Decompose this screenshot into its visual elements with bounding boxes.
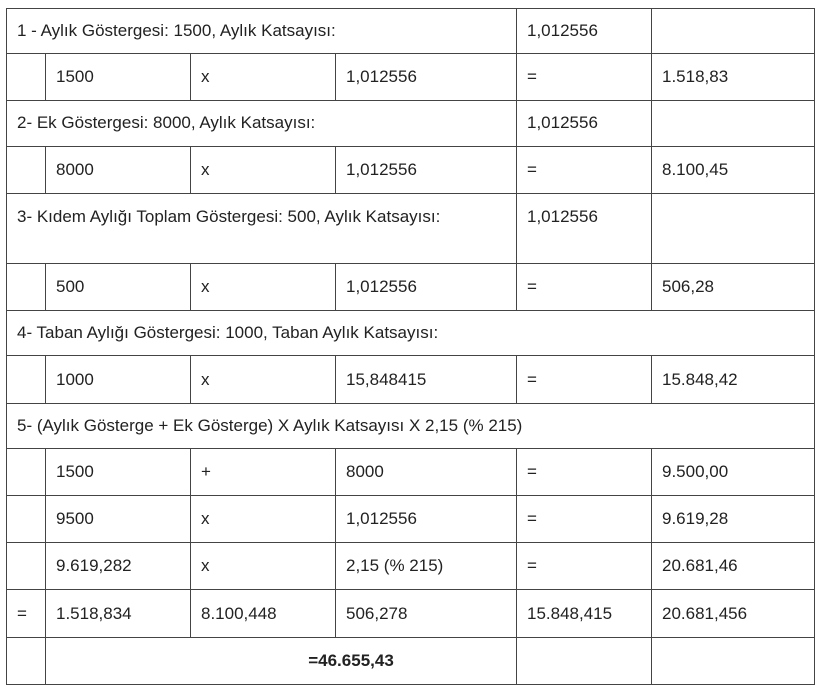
result-value: 20.681,46 <box>652 543 815 590</box>
equals-sign: = <box>517 448 652 495</box>
operator: x <box>191 496 336 543</box>
operand-b: 15,848415 <box>336 356 517 403</box>
equals-sign: = <box>517 146 652 193</box>
table-row <box>7 264 815 311</box>
equals-sign: = <box>517 356 652 403</box>
grand-total-blank-4 <box>517 637 652 684</box>
operator: x <box>191 543 336 590</box>
section-2-heading: 2- Ek Göstergesi: 8000, Aylık Katsayısı: <box>7 101 517 146</box>
row-blank-cell <box>7 264 46 311</box>
total-value-4: 15.848,415 <box>517 590 652 637</box>
equals-sign: = <box>517 496 652 543</box>
operand-a: 1500 <box>46 448 191 495</box>
section-5-heading: 5- (Aylık Gösterge + Ek Gösterge) X Aylık Katsayısı X 2,15 (% 215) <box>7 403 815 448</box>
operand-b: 1,012556 <box>336 496 517 543</box>
section-3-heading-row <box>7 193 815 263</box>
operand-b: 1,012556 <box>336 54 517 101</box>
result-value: 15.848,42 <box>652 356 815 403</box>
row-blank-cell <box>7 54 46 101</box>
operand-b: 1,012556 <box>336 264 517 311</box>
row-blank-cell <box>7 543 46 590</box>
equals-sign: = <box>517 264 652 311</box>
operator: x <box>191 146 336 193</box>
section-3-coefficient: 1,012556 <box>517 193 652 263</box>
operator: x <box>191 264 336 311</box>
operand-b: 2,15 (% 215) <box>336 543 517 590</box>
result-value: 506,28 <box>652 264 815 311</box>
section-1-heading: 1 - Aylık Göstergesi: 1500, Aylık Katsayısı: <box>7 9 517 54</box>
result-value: 8.100,45 <box>652 146 815 193</box>
grand-total-blank-5 <box>652 637 815 684</box>
section-3-heading: 3- Kıdem Aylığı Toplam Göstergesi: 500, Aylık Katsayısı: <box>7 193 517 263</box>
operand-a: 9.619,282 <box>46 543 191 590</box>
section-2-coefficient: 1,012556 <box>517 101 652 146</box>
salary-calculation-table <box>6 8 815 685</box>
grand-total-value: =46.655,43 <box>46 637 517 684</box>
equals-sign: = <box>517 54 652 101</box>
totals-equals: = <box>7 590 46 637</box>
section-5-heading-row <box>7 403 815 448</box>
section-3-empty <box>652 193 815 263</box>
operand-b: 1,012556 <box>336 146 517 193</box>
row-blank-cell <box>7 448 46 495</box>
section-1-empty <box>652 9 815 54</box>
grand-total-blank-left <box>7 637 46 684</box>
section-2-heading-row <box>7 101 815 146</box>
row-blank-cell <box>7 356 46 403</box>
total-value-1: 1.518,834 <box>46 590 191 637</box>
total-value-5: 20.681,456 <box>652 590 815 637</box>
equals-sign: = <box>517 543 652 590</box>
row-blank-cell <box>7 496 46 543</box>
table-row <box>7 356 815 403</box>
operator: + <box>191 448 336 495</box>
section-2-empty <box>652 101 815 146</box>
operator: x <box>191 356 336 403</box>
section-1-heading-row <box>7 9 815 54</box>
table-row <box>7 543 815 590</box>
section-1-coefficient: 1,012556 <box>517 9 652 54</box>
section-4-heading-row <box>7 311 815 356</box>
totals-row <box>7 590 815 637</box>
operand-a: 8000 <box>46 146 191 193</box>
total-value-3: 506,278 <box>336 590 517 637</box>
table-row <box>7 448 815 495</box>
result-value: 9.619,28 <box>652 496 815 543</box>
operator: x <box>191 54 336 101</box>
total-value-2: 8.100,448 <box>191 590 336 637</box>
section-4-heading: 4- Taban Aylığı Göstergesi: 1000, Taban Aylık Katsayısı: <box>7 311 815 356</box>
grand-total-row <box>7 637 815 684</box>
result-value: 9.500,00 <box>652 448 815 495</box>
row-blank-cell <box>7 146 46 193</box>
table-row <box>7 496 815 543</box>
table-row <box>7 146 815 193</box>
operand-a: 1500 <box>46 54 191 101</box>
result-value: 1.518,83 <box>652 54 815 101</box>
operand-a: 1000 <box>46 356 191 403</box>
operand-b: 8000 <box>336 448 517 495</box>
operand-a: 9500 <box>46 496 191 543</box>
operand-a: 500 <box>46 264 191 311</box>
table-row <box>7 54 815 101</box>
